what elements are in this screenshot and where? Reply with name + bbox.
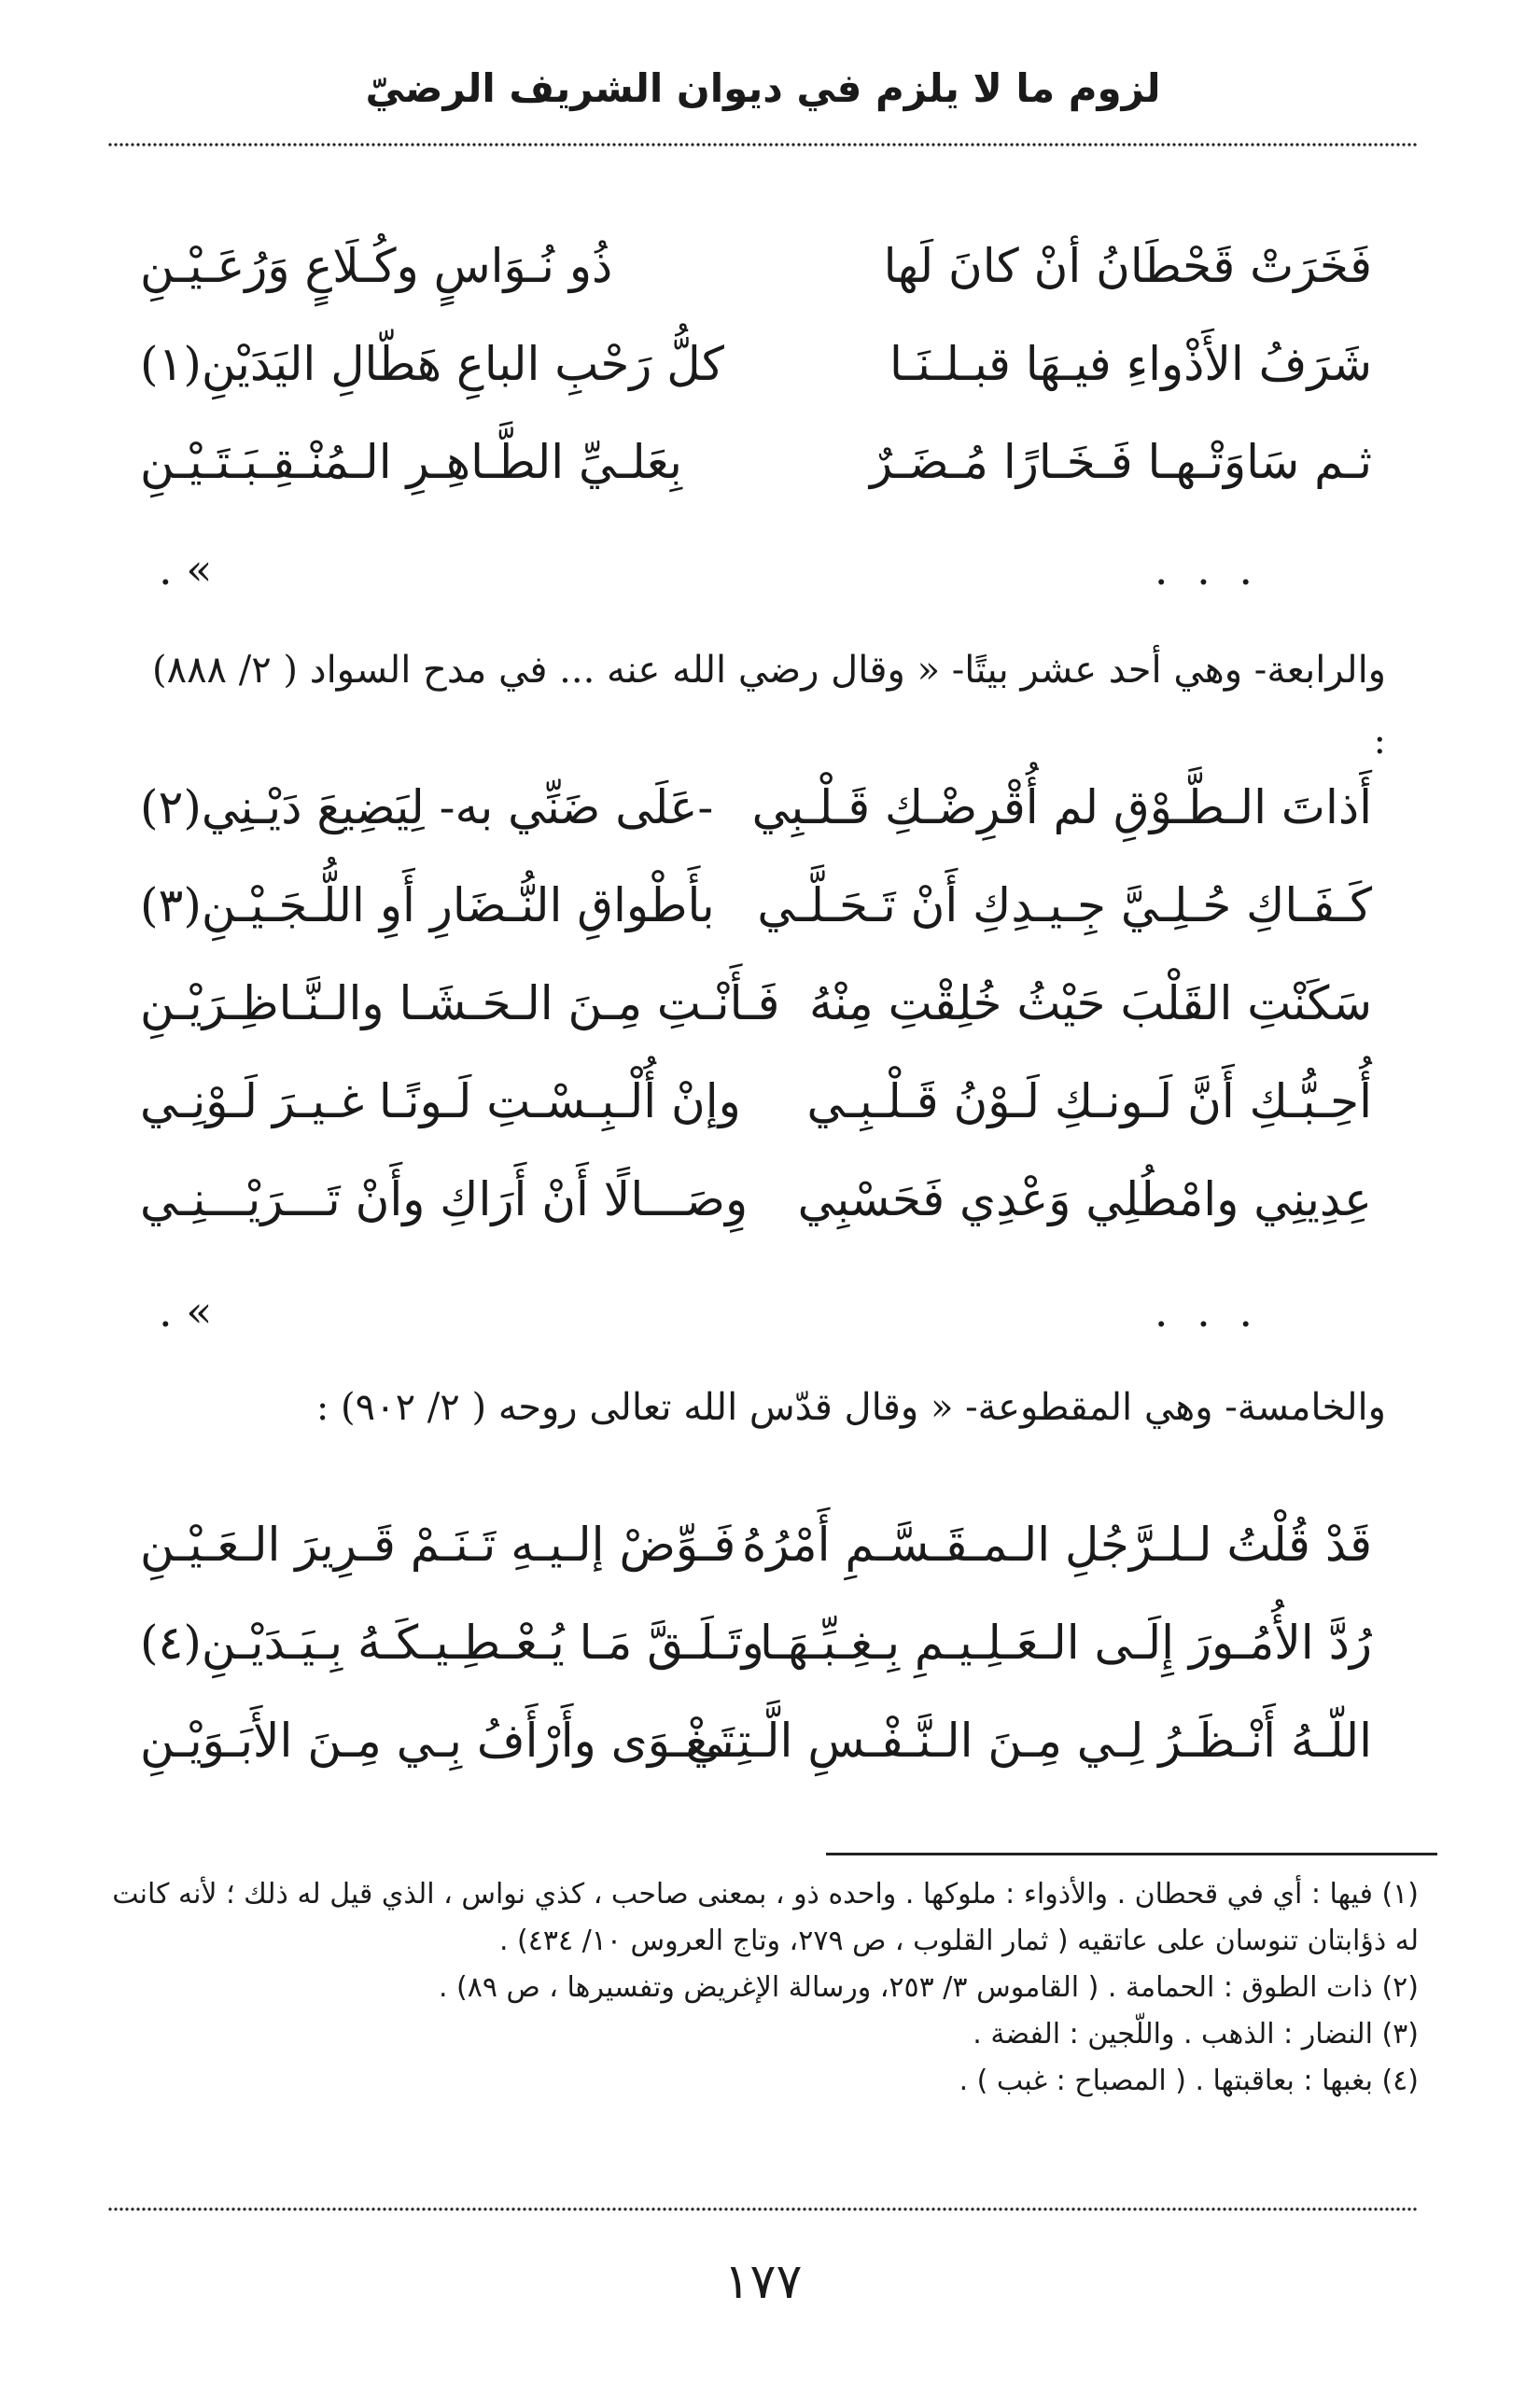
verse-second-hemistich: -عَلَى ضَنِّي به- لِيَضِيعَ دَيْـنِي(٢) <box>140 780 714 834</box>
verse-second-hemistich: وتَـلَـقَّ مَـا يُـعْـطِـيـكَـهُ بِـيَـدَيْـنِ(٤) <box>140 1616 764 1670</box>
verse-first-hemistich: أُحِـبُّـكِ أَنَّ لَـونـكِ لَـوْنُ قَـلْـبِـي <box>806 1074 1372 1128</box>
verse-first-hemistich: سَكَنْتِ القَلْبَ حَيْثُ خُلِقْتِ مِنْهُ <box>809 976 1372 1030</box>
running-header: لزوم ما لا يلزم في ديوان الشريف الرضيّ <box>365 65 1161 111</box>
verse-line <box>140 322 1372 406</box>
footnote-2: (٢) ذات الطوق : الحمامة . ( القاموس ٣/ ٢٥٣، ورسالة الإغريض وتفسيرها ، ص ٨٩) . <box>438 1971 1419 2004</box>
verse-line <box>140 961 1372 1045</box>
ellipsis-line <box>140 541 1372 597</box>
verse-second-hemistich: ذُو نُـوَاسٍ وكُـلَاعٍ وَرُعَـيْـنِ <box>140 239 613 293</box>
verse-line <box>140 1699 1372 1783</box>
verse-first-hemistich: قَدْ قُلْتُ لـلـرَّجُلِ الـمـقَـسَّـمِ أَمْرُهُ <box>742 1518 1372 1572</box>
verse-second-hemistich: بأَطْواقِ النُّـضَارِ أَوِ اللُّـجَـيْـنِ(٣) <box>140 878 715 932</box>
verse-first-hemistich: شَرَفُ الأَذْواءِ فيـهَا قبـلـنَـا <box>889 337 1372 391</box>
verse-second-hemistich: تَـغْـوَى وأَرْأَفُ بِـي مِـنَ الأَبَـوَيْـنِ <box>140 1714 735 1768</box>
page-number: ١٧٧ <box>723 2254 803 2310</box>
footnote-separator <box>826 1853 1437 1855</box>
footnote-1: (١) فيها : أي في قحطان . والأذواء : ملوكها . واحده ذو ، بمعنى صاحب ، كذي نواس ، الذي قيل له ذلك ؛ لأنه كانت له ذؤابتان تنوسان على عاتقيه ( ثمار القلوب ، ص ٢٧٩، وتاج العروس ١٠/ ٤٣٤) . <box>112 1878 1419 1957</box>
verse-first-hemistich: فَخَرَتْ قَحْطَانُ أنْ كانَ لَها <box>883 239 1372 293</box>
footnotes <box>107 1871 1419 2105</box>
verse-first-hemistich: عِدِينِي وامْطُلِي وَعْدِي فَحَسْبِي <box>797 1172 1372 1226</box>
verse-first-hemistich: رُدَّ الأُمُـورَ إِلَـى الـعَـلِـيـمِ بِـغِـبِّـهَـا <box>759 1616 1372 1670</box>
verse-second-hemistich: وإنْ أُلْـبِـسْـتِ لَـونًـا غـيـرَ لَـوْنِـي <box>140 1074 741 1128</box>
verse-first-hemistich: ثـم سَاوَتْـهـا فَـخَـارًا مُـضَـرٌ <box>869 435 1372 489</box>
verse-line <box>140 420 1372 504</box>
verse-line <box>140 1601 1372 1685</box>
footer-rule <box>107 2205 1419 2214</box>
verse-first-hemistich: أَذاتَ الـطَّـوْقِ لم أُقْرِضْـكِ قَـلْـبِي <box>751 780 1372 834</box>
closing-quote: » . <box>159 1286 213 1337</box>
closing-quote: » . <box>159 544 213 595</box>
verse-second-hemistich: فَـوِّضْ إلـيـهِ تَـنَـمْ قَـرِيرَ الـعَـيْـنِ <box>140 1518 736 1572</box>
verse-first-hemistich: كَـفَـاكِ حُـلِـيَّ جِـيـدِكِ أَنْ تَـحَـلَّـي <box>757 878 1372 932</box>
header-rule <box>107 140 1419 149</box>
verse-line <box>140 863 1372 947</box>
ellipsis-line <box>140 1283 1372 1339</box>
verse-line <box>140 1157 1372 1241</box>
section-intro: والخامسة- وهي المقطوعة- « وقال قدّس الله تعالى روحه ( ٢/ ٩٠٢) : <box>315 1386 1386 1429</box>
verse-line <box>140 1059 1372 1143</box>
verse-first-hemistich: اللّـهُ أَنْـظَـرُ لِـي مِـنَ الـنَّـفْـسِ الَّـتِـي <box>685 1714 1372 1768</box>
verse-line <box>140 1503 1372 1587</box>
verse-second-hemistich: بِعَلـيِّ الطَّـاهِـرِ الـمُنْـقِـبَـتَـيْـنِ <box>140 435 682 489</box>
ellipsis: . . . <box>1154 544 1260 595</box>
verse-second-hemistich: فَـأَنْـتِ مِـنَ الـحَـشَـا والـنَّـاظِـرَيْـنِ <box>140 976 780 1030</box>
verse-second-hemistich: وِصَـــالًا أَنْ أَرَاكِ وأَنْ تَـــرَيْـــنِـي <box>140 1172 749 1226</box>
verse-line <box>140 224 1372 308</box>
footnote-4: (٤) بغبها : بعاقبتها . ( المصباح : غبب ) . <box>959 2065 1419 2097</box>
footnote-3: (٣) النضار : الذهب . واللّجين : الفضة . <box>973 2018 1419 2051</box>
verse-second-hemistich: كلُّ رَحْبِ الباعِ هَطّالِ اليَدَيْنِ(١) <box>140 337 724 391</box>
section-intro: والرابعة- وهي أحد عشر بيتًا- « وقال رضي الله عنه ... في مدح السواد ( ٢/ ٨٨٨) : <box>151 649 1386 763</box>
ellipsis: . . . <box>1154 1286 1260 1337</box>
verse-line <box>140 765 1372 849</box>
